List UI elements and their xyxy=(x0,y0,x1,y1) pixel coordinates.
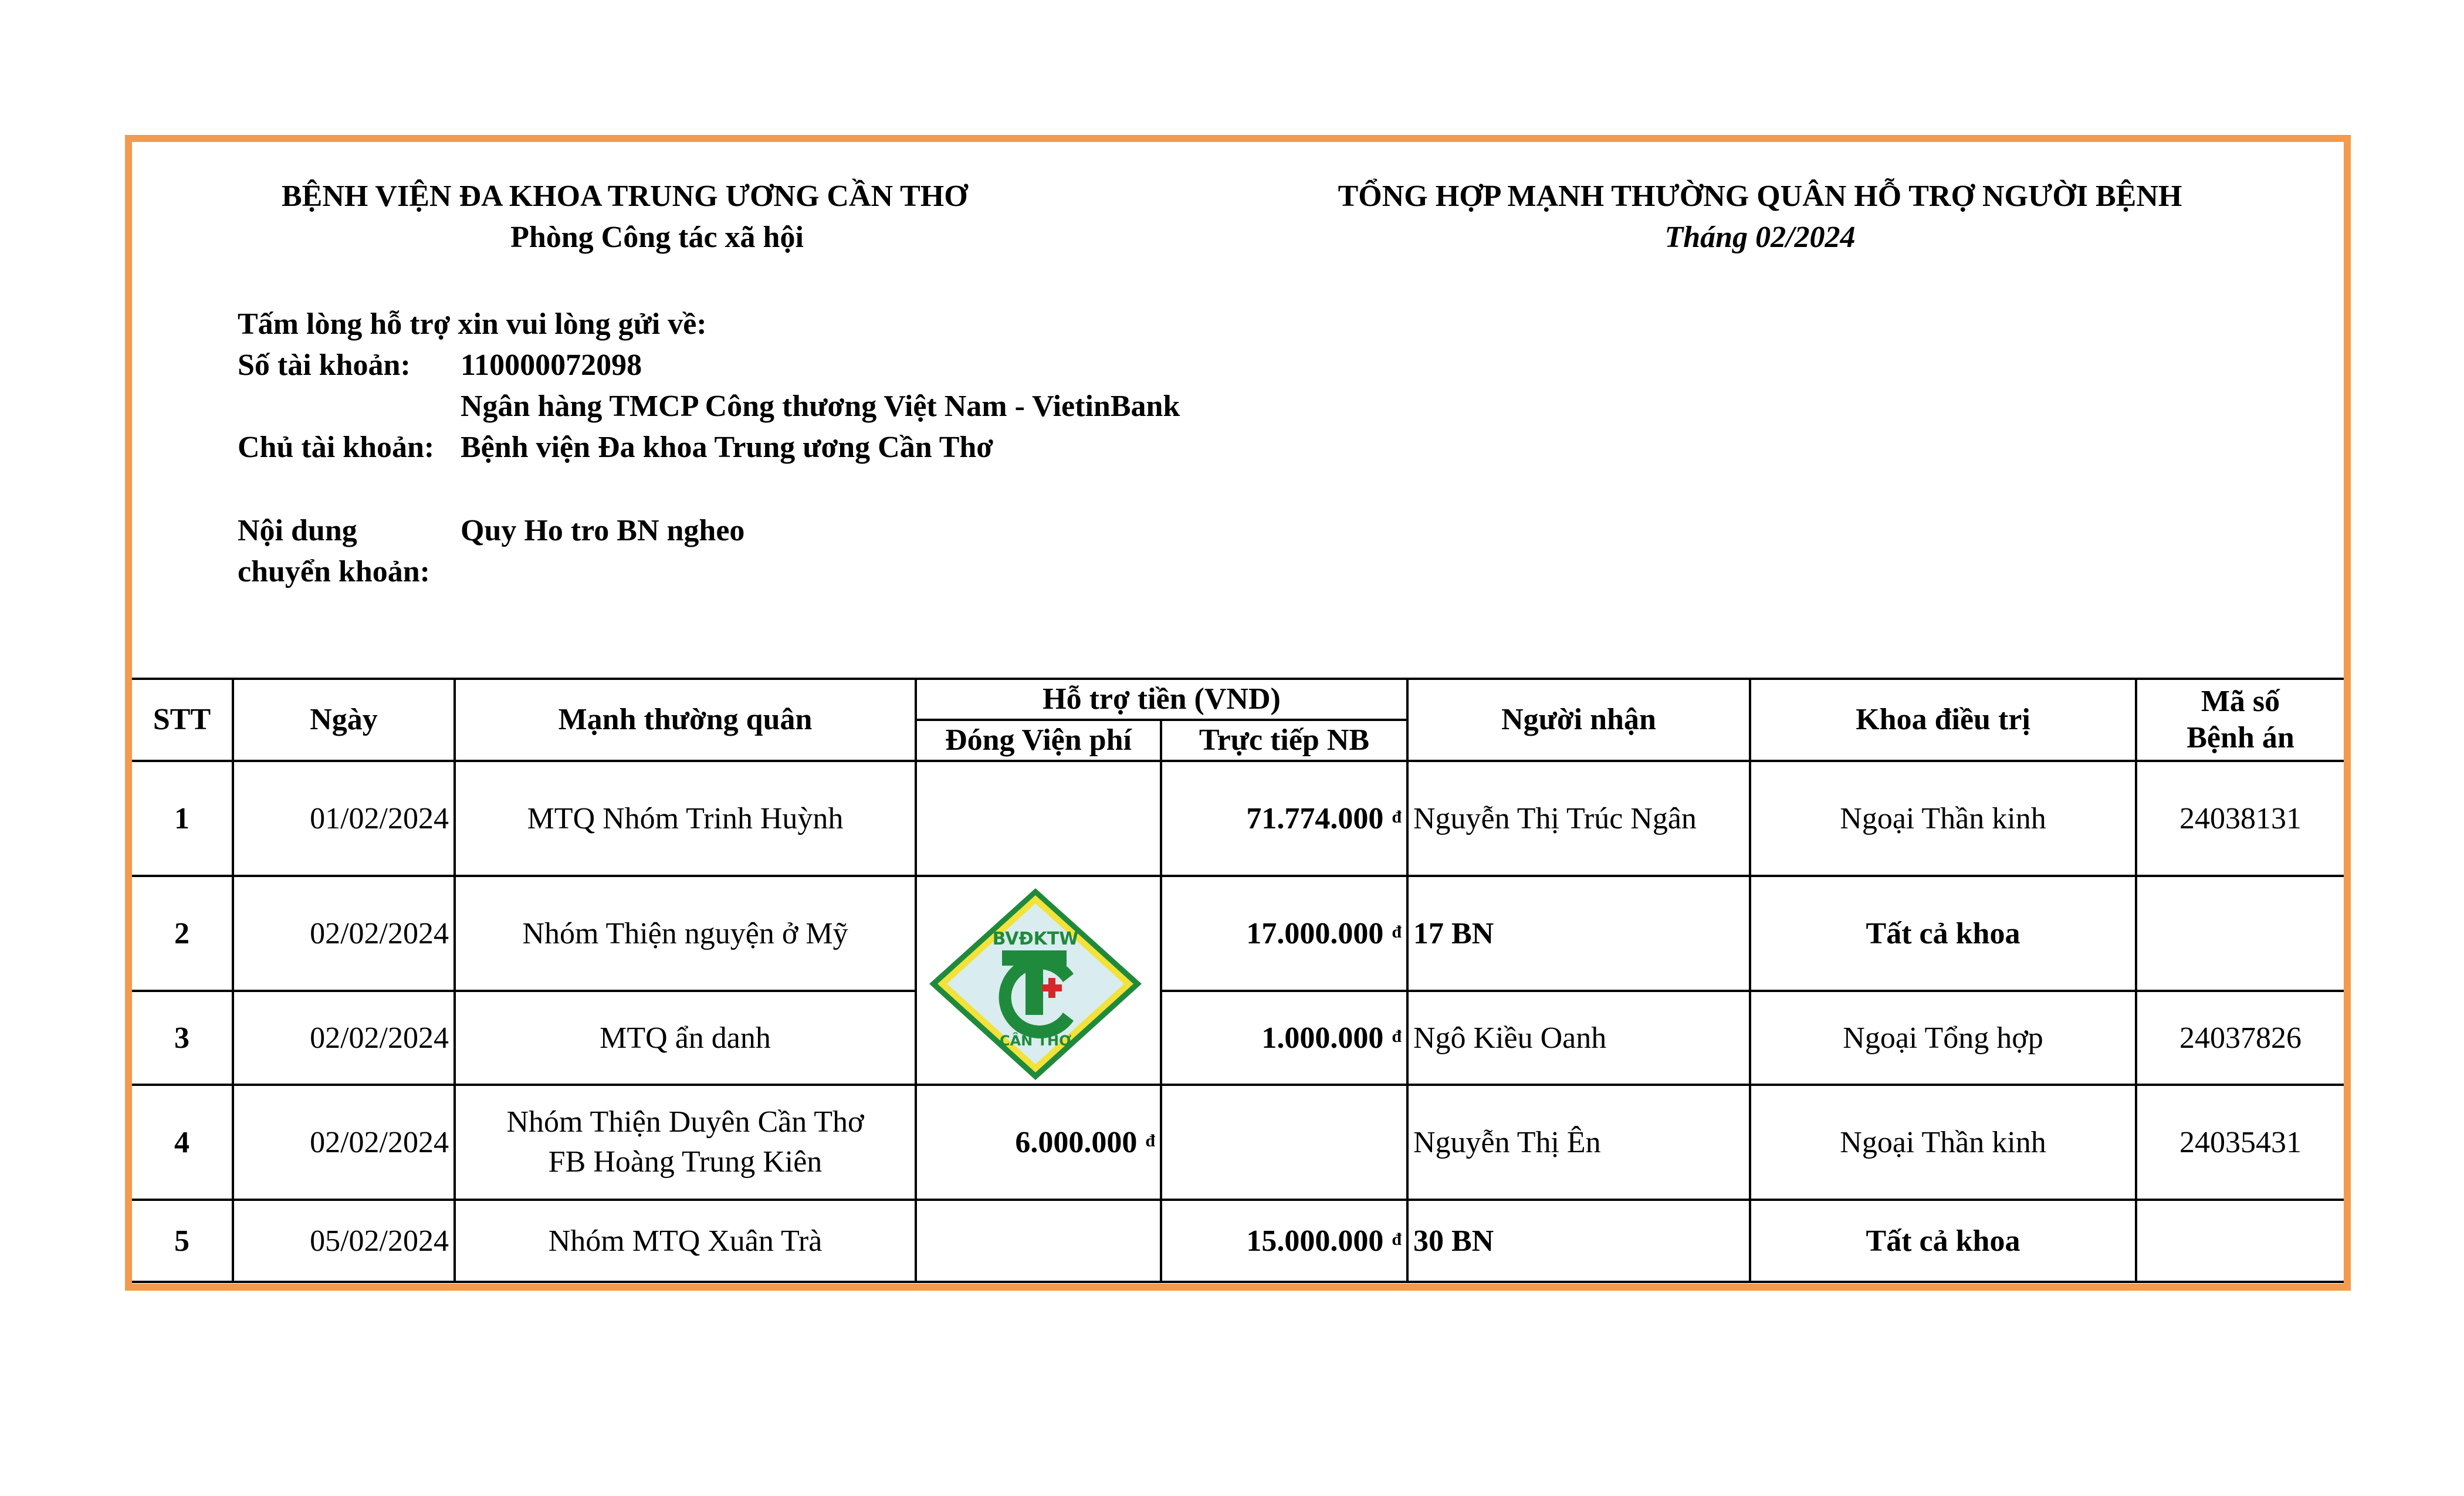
hospital-name: BỆNH VIỆN ĐA KHOA TRUNG ƯƠNG CẦN THƠ xyxy=(282,180,968,213)
row-date: 02/02/2024 xyxy=(233,876,455,991)
row-date: 02/02/2024 xyxy=(233,991,455,1085)
transfer-content: Quy Ho tro BN ngheo xyxy=(461,514,745,547)
report-title: TỔNG HỢP MẠNH THƯỜNG QUÂN HỖ TRỢ NGƯỜI BỆNH xyxy=(1338,180,2182,213)
currency-symbol: đ xyxy=(1392,1229,1402,1249)
row-date: 01/02/2024 xyxy=(233,761,455,876)
col-header-record xyxy=(2136,679,2344,761)
department-name: Phòng Công tác xã hội xyxy=(510,221,804,254)
col-header-donor: Mạnh thường quân xyxy=(455,679,916,761)
row-department: Ngoại Tổng hợp xyxy=(1750,991,2136,1085)
row-fee xyxy=(916,1085,1161,1200)
col-header-record-line1: Mã số xyxy=(2201,684,2280,718)
table-row xyxy=(132,761,2344,876)
row-donor: Nhóm Thiện nguyện ở Mỹ xyxy=(455,876,916,991)
support-intro: Tấm lòng hỗ trợ xin vui lòng gửi về: xyxy=(238,307,707,341)
account-number-label: Số tài khoản: xyxy=(238,348,411,382)
row-direct-value: 17.000.000 xyxy=(1246,916,1384,950)
row-recipient: Ngô Kiều Oanh xyxy=(1407,991,1750,1085)
row-donor-line2: FB Hoàng Trung Kiên xyxy=(548,1145,823,1179)
account-owner: Bệnh viện Đa khoa Trung ương Cần Thơ xyxy=(461,431,994,464)
row-stt: 2 xyxy=(132,876,233,991)
col-header-support-group: Hỗ trợ tiền (VND) xyxy=(916,679,1407,720)
currency-symbol: đ xyxy=(1392,1026,1402,1046)
row-date: 02/02/2024 xyxy=(233,1085,455,1200)
row-direct xyxy=(1161,761,1407,876)
hospital-logo-icon xyxy=(927,886,1144,1082)
row-donor: MTQ Nhóm Trinh Huỳnh xyxy=(455,761,916,876)
currency-symbol: đ xyxy=(1392,807,1402,827)
col-header-fee: Đóng Viện phí xyxy=(916,720,1161,761)
table-row xyxy=(132,1085,2344,1200)
row-direct xyxy=(1161,991,1407,1085)
row-donor-line1: Nhóm Thiện Duyên Cần Thơ xyxy=(506,1105,864,1139)
table-row xyxy=(132,1200,2344,1282)
donation-table xyxy=(132,678,2344,1283)
table-row xyxy=(132,991,2344,1085)
row-stt: 5 xyxy=(132,1200,233,1282)
row-record: 24035431 xyxy=(2136,1085,2344,1200)
row-direct-value: 15.000.000 xyxy=(1246,1224,1384,1258)
transfer-content-label-2: chuyển khoản: xyxy=(238,555,430,588)
col-header-department: Khoa điều trị xyxy=(1750,679,2136,761)
row-date: 05/02/2024 xyxy=(233,1200,455,1282)
row-direct xyxy=(1161,1085,1407,1200)
currency-symbol: đ xyxy=(1392,922,1402,942)
logo-text-top: BVĐKTW xyxy=(992,929,1079,949)
row-record xyxy=(2136,1200,2344,1282)
row-donor xyxy=(455,1085,916,1200)
row-direct xyxy=(1161,876,1407,991)
currency-symbol: đ xyxy=(1145,1131,1155,1150)
row-recipient: 17 BN xyxy=(1407,876,1750,991)
account-owner-label: Chủ tài khoản: xyxy=(238,431,435,464)
row-stt: 1 xyxy=(132,761,233,876)
row-recipient: Nguyễn Thị Trúc Ngân xyxy=(1407,761,1750,876)
table-row xyxy=(132,876,2344,991)
row-fee-value: 6.000.000 xyxy=(1015,1125,1138,1159)
row-donor: MTQ ẩn danh xyxy=(455,991,916,1085)
row-department: Tất cả khoa xyxy=(1750,876,2136,991)
report-month: Tháng 02/2024 xyxy=(1664,221,1856,254)
row-department: Ngoại Thần kinh xyxy=(1750,761,2136,876)
row-department: Ngoại Thần kinh xyxy=(1750,1085,2136,1200)
row-direct-value: 1.000.000 xyxy=(1261,1021,1384,1055)
row-fee xyxy=(916,761,1161,876)
row-department: Tất cả khoa xyxy=(1750,1200,2136,1282)
row-donor: Nhóm MTQ Xuân Trà xyxy=(455,1200,916,1282)
row-recipient: Nguyễn Thị Ên xyxy=(1407,1085,1750,1200)
row-record xyxy=(2136,876,2344,991)
account-number: 110000072098 xyxy=(461,348,642,382)
transfer-content-label: Nội dung xyxy=(238,514,357,547)
row-recipient: 30 BN xyxy=(1407,1200,1750,1282)
col-header-recipient: Người nhận xyxy=(1407,679,1750,761)
row-direct xyxy=(1161,1200,1407,1282)
row-fee xyxy=(916,1200,1161,1282)
row-stt: 4 xyxy=(132,1085,233,1200)
row-stt: 3 xyxy=(132,991,233,1085)
bank-name: Ngân hàng TMCP Công thương Việt Nam - VietinBank xyxy=(461,390,1180,423)
row-direct-value: 71.774.000 xyxy=(1246,801,1384,835)
col-header-date: Ngày xyxy=(233,679,455,761)
logo-text-bottom: CẦN THƠ xyxy=(999,1033,1072,1049)
row-record: 24037826 xyxy=(2136,991,2344,1085)
col-header-direct: Trực tiếp NB xyxy=(1161,720,1407,761)
row-record: 24038131 xyxy=(2136,761,2344,876)
col-header-stt: STT xyxy=(132,679,233,761)
col-header-record-line2: Bệnh án xyxy=(2187,721,2294,754)
